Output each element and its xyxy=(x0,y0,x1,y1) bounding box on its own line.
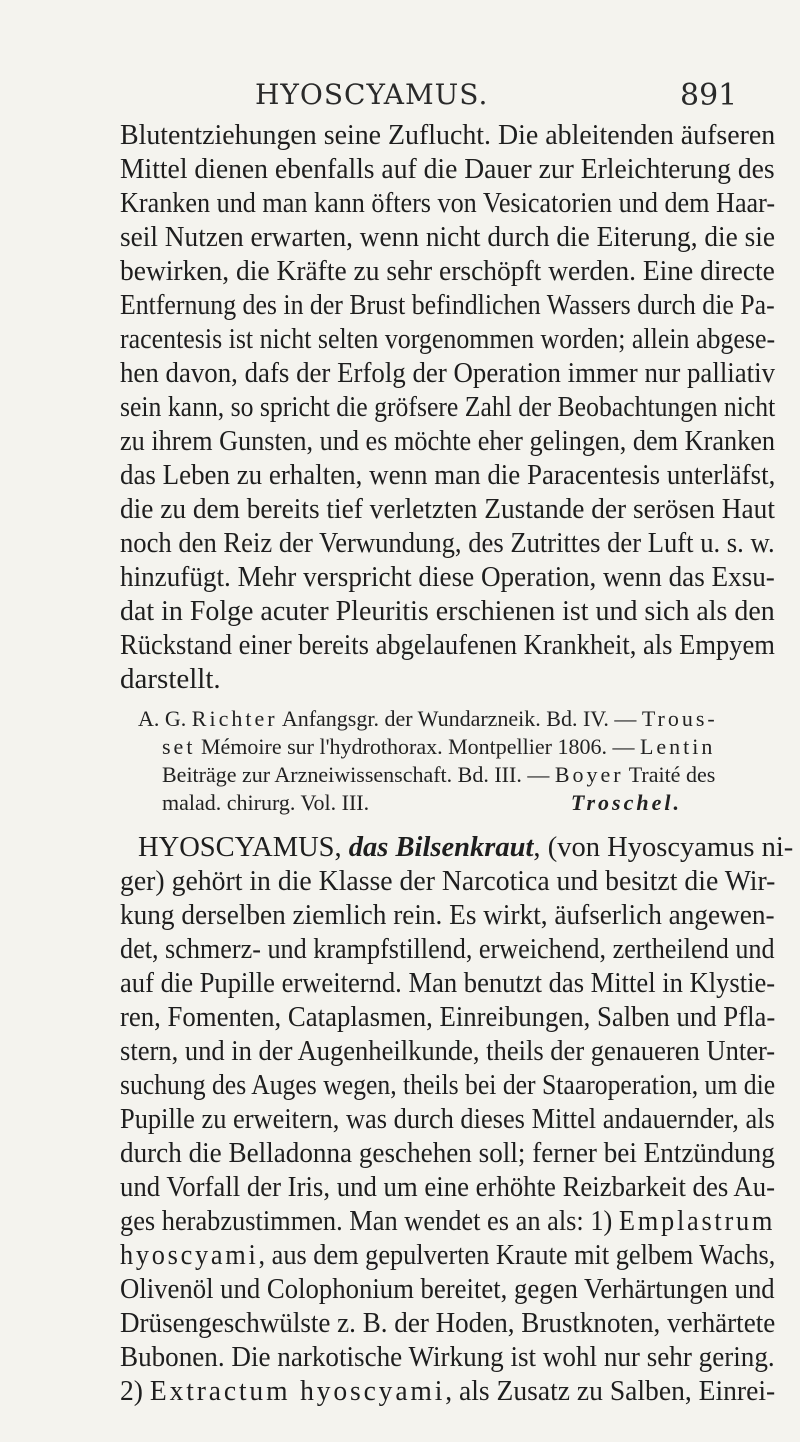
text-line: Drüsengeschwülste z. B. der Hoden, Brustknoten, verhärtete xyxy=(120,1307,776,1339)
author-name: Richter xyxy=(191,706,278,731)
author-signature: Troschel. xyxy=(570,790,682,815)
entry-german-name: das Bilsenkraut xyxy=(348,831,534,863)
text-line: dat in Folge acuter Pleuritis erschienen ist und sich als den xyxy=(120,595,775,627)
text-line: ren, Fomenten, Cataplasmen, Einreibungen, Salben und Pfla- xyxy=(120,1001,776,1033)
citation-line: malad. chirurg. Vol. III. Troschel. xyxy=(162,790,682,815)
text-line: noch den Reiz der Verwundung, des Zutrittes der Luft u. s. w. xyxy=(120,527,775,559)
text-line: stern, und in der Augenheilkunde, theils der genaueren Unter- xyxy=(120,1035,776,1067)
text-line: die zu dem bereits tief verletzten Zustande der serösen Haut xyxy=(120,493,775,525)
entry-headword: HYOSCYAMUS, xyxy=(138,831,342,863)
text-line: Mittel dienen ebenfalls auf die Dauer zur Erleichterung des xyxy=(120,153,775,185)
text-line: ges herabzustimmen. Man wendet es an als: 1) Emplastrum xyxy=(120,1205,776,1237)
text-line: Bubonen. Die narkotische Wirkung ist wohl nur sehr gering. xyxy=(120,1341,775,1373)
text-line: zu ihrem Gunsten, und es möchte eher gelingen, dem Kranken xyxy=(120,425,775,457)
author-name: Lentin xyxy=(639,734,716,759)
text-line: ger) gehört in die Klasse der Narcotica und besitzt die Wir- xyxy=(120,865,776,897)
citation-line: A. G. Richter Anfangsgr. der Wundarzneik. Bd. IV. — Trous- xyxy=(138,706,718,731)
text-line: suchung des Auges wegen, theils bei der Staaroperation, um die xyxy=(120,1069,776,1101)
page-number: 891 xyxy=(680,78,738,113)
text-line: darstellt. xyxy=(120,663,221,695)
author-name: Trous- xyxy=(641,706,718,731)
text-line: hen davon, dafs der Erfolg der Operation immer nur palliativ xyxy=(120,357,776,389)
text-line: det, schmerz- und krampfstillend, erweichend, zertheilend und xyxy=(120,933,775,965)
text-line: Rückstand einer bereits abgelaufenen Krankheit, als Empyem xyxy=(120,629,775,661)
author-name: set xyxy=(162,734,196,759)
preparation-term: Extractum hyoscyami xyxy=(149,1375,446,1407)
text-line: Blutentziehungen seine Zuflucht. Die ableitenden äufseren xyxy=(120,119,776,151)
preparation-term: Emplastrum xyxy=(618,1205,776,1237)
text-line: kung derselben ziemlich rein. Es wirkt, äufserlich angewen- xyxy=(120,899,775,931)
citation-line: set Mémoire sur l'hydrothorax. Montpellier 1806. — Lentin xyxy=(162,734,716,759)
text-line: Olivenöl und Colophonium bereitet, gegen Verhärtungen und xyxy=(120,1273,775,1305)
text-line: das Leben zu erhalten, wenn man die Paracentesis unterläfst, xyxy=(120,459,776,491)
preparation-term: hyoscyami xyxy=(120,1239,259,1271)
text-line: Kranken und man kann öfters von Vesicatorien und dem Haar- xyxy=(120,187,776,219)
author-name: Boyer xyxy=(554,762,624,787)
running-title: HYOSCYAMUS. xyxy=(255,78,489,111)
text-line: seil Nutzen erwarten, wenn nicht durch die Eiterung, die sie xyxy=(120,221,775,253)
text-line: Entfernung des in der Brust befindlichen Wassers durch die Pa- xyxy=(120,289,775,321)
text-line: 2) Extractum hyoscyami, als Zusatz zu Salben, Einrei- xyxy=(120,1375,776,1407)
text-line: und Vorfall der Iris, und um eine erhöhte Reizbarkeit des Au- xyxy=(120,1171,776,1203)
text-line: durch die Belladonna geschehen soll; ferner bei Entzündung xyxy=(120,1137,775,1169)
text-line: hyoscyami, aus dem gepulverten Kraute mit gelbem Wachs, xyxy=(120,1239,776,1271)
text-line: Pupille zu erweitern, was durch dieses Mittel andauernder, als xyxy=(120,1103,775,1135)
text-line: bewirken, die Kräfte zu sehr erschöpft werden. Eine directe xyxy=(120,255,775,287)
text-line: auf die Pupille erweiternd. Man benutzt das Mittel in Klystie- xyxy=(120,967,776,999)
text-line: racentesis ist nicht selten vorgenommen worden; allein abgese- xyxy=(120,323,776,355)
text-line: hinzufügt. Mehr verspricht diese Operation, wenn das Exsu- xyxy=(120,561,775,593)
entry-first-line: HYOSCYAMUS, das Bilsenkraut, (von Hyoscyamus ni- xyxy=(138,831,794,863)
citation-line: Beiträge zur Arzneiwissenschaft. Bd. III. — Boyer Traité des xyxy=(162,762,716,787)
page-header xyxy=(0,78,800,118)
text-line: sein kann, so spricht die gröfsere Zahl der Beobachtungen nicht xyxy=(120,391,776,423)
